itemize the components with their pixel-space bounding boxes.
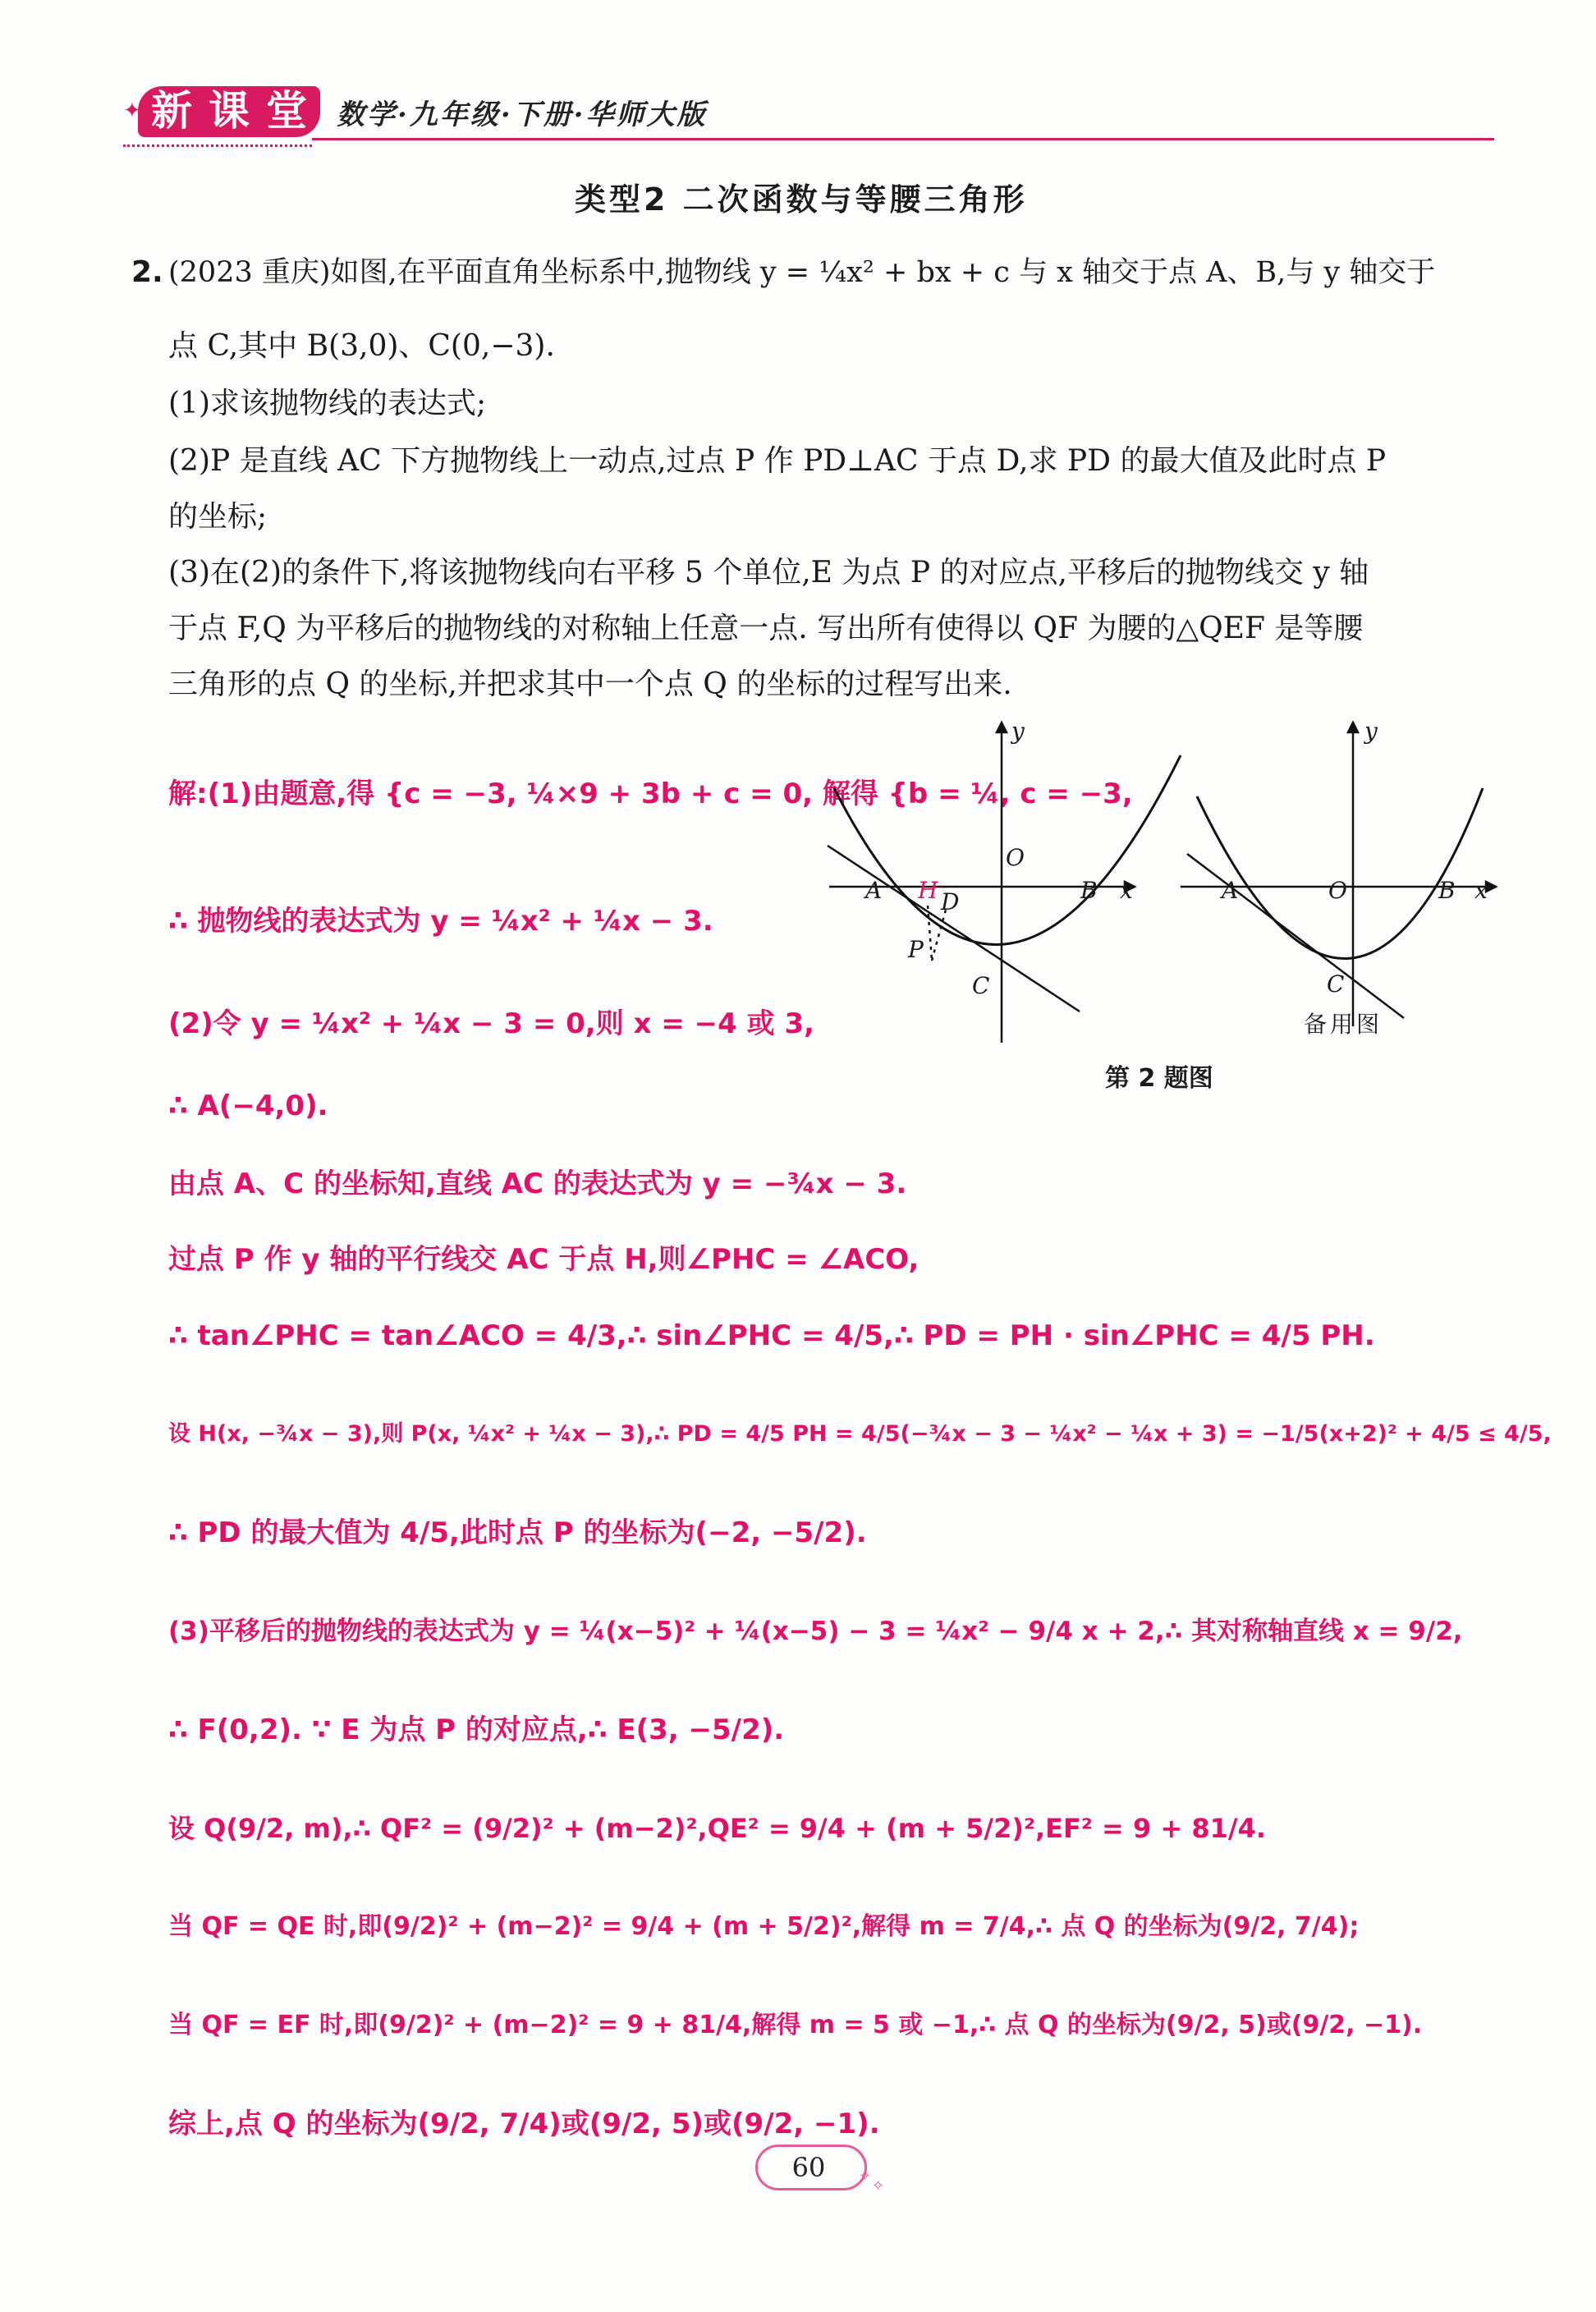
problem-line-8: 三角形的点 Q 的坐标,并把求其中一个点 Q 的坐标的过程写出来. <box>168 667 1012 701</box>
solution-line-11: ∴ F(0,2). ∵ E 为点 P 的对应点,∴ E(3, −5/2). <box>168 1713 785 1746</box>
spare-label-c: C <box>1327 970 1345 998</box>
label-y: y <box>1011 718 1025 745</box>
solution-line-7: ∴ tan∠PHC = tan∠ACO = 4/3,∴ sin∠PHC = 4/5,∴ PD = PH · sin∠PHC = 4/5 PH. <box>168 1319 1375 1352</box>
label-a: A <box>865 877 883 904</box>
label-x: x <box>1120 877 1133 904</box>
spare-label-a: A <box>1222 877 1239 904</box>
label-c: C <box>972 972 990 999</box>
problem-line-4: (2)P 是直线 AC 下方抛物线上一动点,过点 P 作 PD⊥AC 于点 D,求 PD 的最大值及此时点 P <box>168 444 1387 478</box>
line-ac <box>828 846 1080 1012</box>
spare-y-axis-arrow-icon <box>1348 722 1358 732</box>
figure-caption: 第 2 题图 <box>1105 1064 1213 1093</box>
page-header <box>0 0 1596 156</box>
star-icon: ✦ <box>123 99 141 123</box>
spare-label-x: x <box>1474 877 1488 904</box>
problem-line-3: (1)求该抛物线的表达式; <box>168 387 487 420</box>
page-number: 60 <box>791 2152 826 2183</box>
solution-line-9: ∴ PD 的最大值为 4/5,此时点 P 的坐标为(−2, −5/2). <box>168 1516 867 1549</box>
problem-number: 2. <box>131 255 163 289</box>
solution-line-10: (3)平移后的抛物线的表达式为 y = ¼(x−5)² + ¼(x−5) − 3 = ¼x² − 9/4 x + 2,∴ 其对称轴直线 x = 9/2, <box>168 1617 1463 1646</box>
label-h: H <box>918 877 938 904</box>
spare-label-o: O <box>1328 877 1347 904</box>
star-icon: ✧ <box>872 2177 885 2195</box>
problem-line-2: 点 C,其中 B(3,0)、C(0,−3). <box>168 329 555 363</box>
problem-line-1: (2023 重庆)如图,在平面直角坐标系中,抛物线 y = ¼x² + bx + c 与 x 轴交于点 A、B,与 y 轴交于 <box>168 256 1436 289</box>
logo-char-3: 堂 <box>266 87 307 135</box>
solution-line-5: 由点 A、C 的坐标知,直线 AC 的表达式为 y = −¾x − 3. <box>168 1167 907 1200</box>
y-axis-arrow-icon <box>997 722 1007 732</box>
section-title: 类型2 二次函数与等腰三角形 <box>575 181 1028 218</box>
solution-line-13: 当 QF = QE 时,即(9/2)² + (m−2)² = 9/4 + (m + 5/2)²,解得 m = 7/4,∴ 点 Q 的坐标为(9/2, 7/4); <box>168 1912 1360 1941</box>
logo-char-2: 课 <box>209 87 250 135</box>
header-dots <box>123 144 312 150</box>
spare-label-y: y <box>1364 718 1378 745</box>
label-b: B <box>1080 877 1098 904</box>
solution-line-2: ∴ 抛物线的表达式为 y = ¼x² + ¼x − 3. <box>168 905 713 938</box>
solution-line-12: 设 Q(9/2, m),∴ QF² = (9/2)² + (m−2)²,QE² = 9/4 + (m + 5/2)²,EF² = 9 + 81/4. <box>168 1813 1266 1844</box>
label-p: P <box>908 936 924 963</box>
label-d: D <box>941 888 960 915</box>
problem-line-7: 于点 F,Q 为平移后的抛物线的对称轴上任意一点. 写出所有使得以 QF 为腰的△QEF 是等腰 <box>168 612 1364 645</box>
spare-label-b: B <box>1438 877 1456 904</box>
solution-line-1: 解:(1)由题意,得 {c = −3, ¼×9 + 3b + c = 0, 解得 {b = ¼, c = −3, <box>168 778 1133 810</box>
logo-char-1: 新 <box>151 87 192 135</box>
solution-line-8: 设 H(x, −¾x − 3),则 P(x, ¼x² + ¼x − 3),∴ PD = 4/5 PH = 4/5(−¾x − 3 − ¼x² − ¼x + 3) = −1/5(x+2)² + 4/5 ≤ 4/5, <box>168 1421 1552 1447</box>
book-title: 数学·九年级·下册·华师大版 <box>337 99 708 131</box>
solution-line-15: 综上,点 Q 的坐标为(9/2, 7/4)或(9/2, 5)或(9/2, −1). <box>168 2108 880 2140</box>
header-divider <box>312 138 1494 140</box>
solution-line-4: ∴ A(−4,0). <box>168 1089 328 1122</box>
label-o: O <box>1006 844 1025 871</box>
problem-line-5: 的坐标; <box>168 500 268 534</box>
problem-line-6: (3)在(2)的条件下,将该抛物线向右平移 5 个单位,E 为点 P 的对应点,平移后的抛物线交 y 轴 <box>168 556 1369 589</box>
spare-parabola <box>1197 788 1483 959</box>
spare-line-ac <box>1187 854 1404 1018</box>
spare-figure-caption: 备用图 <box>1304 1011 1383 1038</box>
solution-line-6: 过点 P 作 y 轴的平行线交 AC 于点 H,则∠PHC = ∠ACO, <box>168 1243 920 1276</box>
solution-line-14: 当 QF = EF 时,即(9/2)² + (m−2)² = 9 + 81/4,解得 m = 5 或 −1,∴ 点 Q 的坐标为(9/2, 5)或(9/2, −1). <box>168 2011 1423 2039</box>
segment-pd <box>932 910 946 961</box>
star-icon: ✧ <box>859 2168 872 2185</box>
solution-line-3: (2)令 y = ¼x² + ¼x − 3 = 0,则 x = −4 或 3, <box>168 1007 815 1040</box>
